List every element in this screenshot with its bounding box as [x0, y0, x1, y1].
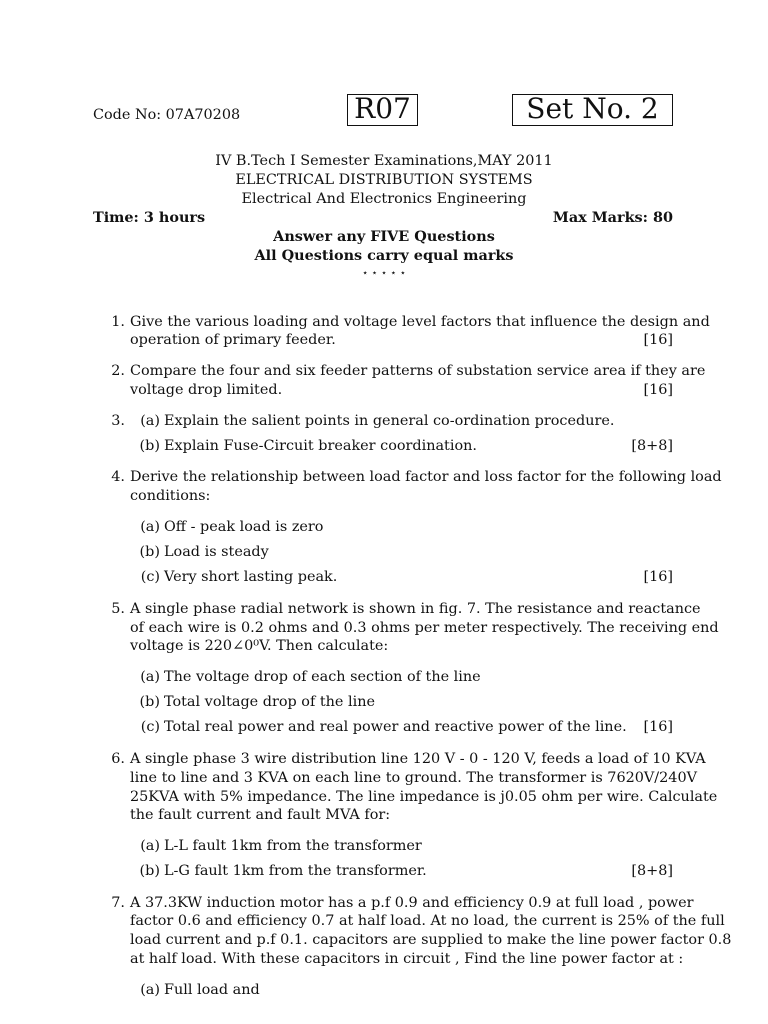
question-number: 4. — [111, 469, 125, 485]
question-text: conditions: — [130, 488, 211, 504]
part-text: L-L fault 1km from the transformer — [164, 838, 422, 854]
regulation-box: R07 — [347, 94, 418, 126]
part-label: (a) — [140, 982, 160, 998]
question-number: 3. — [111, 413, 125, 429]
part-text: L-G fault 1km from the transformer. — [164, 863, 427, 879]
question-text: at half load. With these capacitors in circuit , Find the line power factor at : — [130, 951, 684, 967]
subject-title: ELECTRICAL DISTRIBUTION SYSTEMS — [235, 172, 533, 188]
part-text: Explain the salient points in general co-ordination procedure. — [164, 413, 615, 429]
part-text: Load is steady — [164, 544, 269, 560]
part-label: (c) — [140, 719, 160, 735]
question-text: factor 0.6 and efficiency 0.7 at half load. At no load, the current is 25% of the full — [130, 913, 725, 929]
question-marks: [16] — [643, 382, 673, 398]
stars-divider: ⋆ ⋆ ⋆ ⋆ ⋆ — [361, 268, 406, 279]
question-text: A 37.3KW induction motor has a p.f 0.9 and efficiency 0.9 at full load , power — [130, 895, 694, 911]
question-text: A single phase radial network is shown in fig. 7. The resistance and reactance — [130, 601, 701, 617]
part-label: (a) — [140, 413, 160, 429]
question-text: load current and p.f 0.1. capacitors are supplied to make the line power factor 0.8 — [130, 932, 732, 948]
question-number: 5. — [111, 601, 125, 617]
question-text: voltage is 220∠0⁰V. Then calculate: — [130, 638, 389, 654]
question-number: 1. — [111, 314, 125, 330]
part-label: (b) — [139, 694, 160, 710]
part-label: (a) — [140, 838, 160, 854]
part-label: (c) — [140, 569, 160, 585]
question-text: Derive the relationship between load factor and loss factor for the following load — [130, 469, 722, 485]
question-number: 7. — [111, 895, 125, 911]
question-marks: [16] — [643, 719, 673, 735]
code-number: Code No: 07A70208 — [93, 107, 241, 123]
part-label: (a) — [140, 519, 160, 535]
part-label: (b) — [139, 544, 160, 560]
question-number: 2. — [111, 363, 125, 379]
part-label: (b) — [139, 438, 160, 454]
question-text: Compare the four and six feeder patterns of substation service area if they are — [130, 363, 706, 379]
question-marks: [8+8] — [631, 438, 673, 454]
question-text: operation of primary feeder. — [130, 332, 336, 348]
part-label: (b) — [139, 863, 160, 879]
question-text: A single phase 3 wire distribution line 120 V - 0 - 120 V, feeds a load of 10 KVA — [130, 751, 706, 767]
part-text: Total voltage drop of the line — [164, 694, 375, 710]
question-text: the fault current and fault MVA for: — [130, 807, 391, 823]
part-text: Off - peak load is zero — [164, 519, 324, 535]
question-marks: [16] — [643, 332, 673, 348]
part-text: Full load and — [164, 982, 260, 998]
question-marks: [8+8] — [631, 863, 673, 879]
question-text: Give the various loading and voltage level factors that influence the design and — [130, 314, 710, 330]
set-number-box: Set No. 2 — [512, 94, 673, 126]
branch-title: Electrical And Electronics Engineering — [241, 191, 527, 207]
part-text: The voltage drop of each section of the line — [164, 669, 481, 685]
question-text: of each wire is 0.2 ohms and 0.3 ohms per meter respectively. The receiving end — [130, 620, 719, 636]
part-text: Explain Fuse-Circuit breaker coordination. — [164, 438, 477, 454]
question-text: line to line and 3 KVA on each line to ground. The transformer is 7620V/240V — [130, 770, 698, 786]
max-marks-label: Max Marks: 80 — [552, 209, 673, 226]
question-number: 6. — [111, 751, 125, 767]
time-label: Time: 3 hours — [93, 209, 206, 226]
part-label: (a) — [140, 669, 160, 685]
instruction-answer: Answer any FIVE Questions — [273, 228, 495, 245]
question-marks: [16] — [643, 569, 673, 585]
question-text: voltage drop limited. — [130, 382, 283, 398]
part-text: Total real power and real power and reactive power of the line. — [164, 719, 627, 735]
question-text: 25KVA with 5% impedance. The line impedance is j0.05 ohm per wire. Calculate — [130, 789, 718, 805]
instruction-marks: All Questions carry equal marks — [254, 247, 514, 264]
part-text: Very short lasting peak. — [164, 569, 338, 585]
exam-title: IV B.Tech I Semester Examinations,MAY 2011 — [215, 153, 553, 169]
